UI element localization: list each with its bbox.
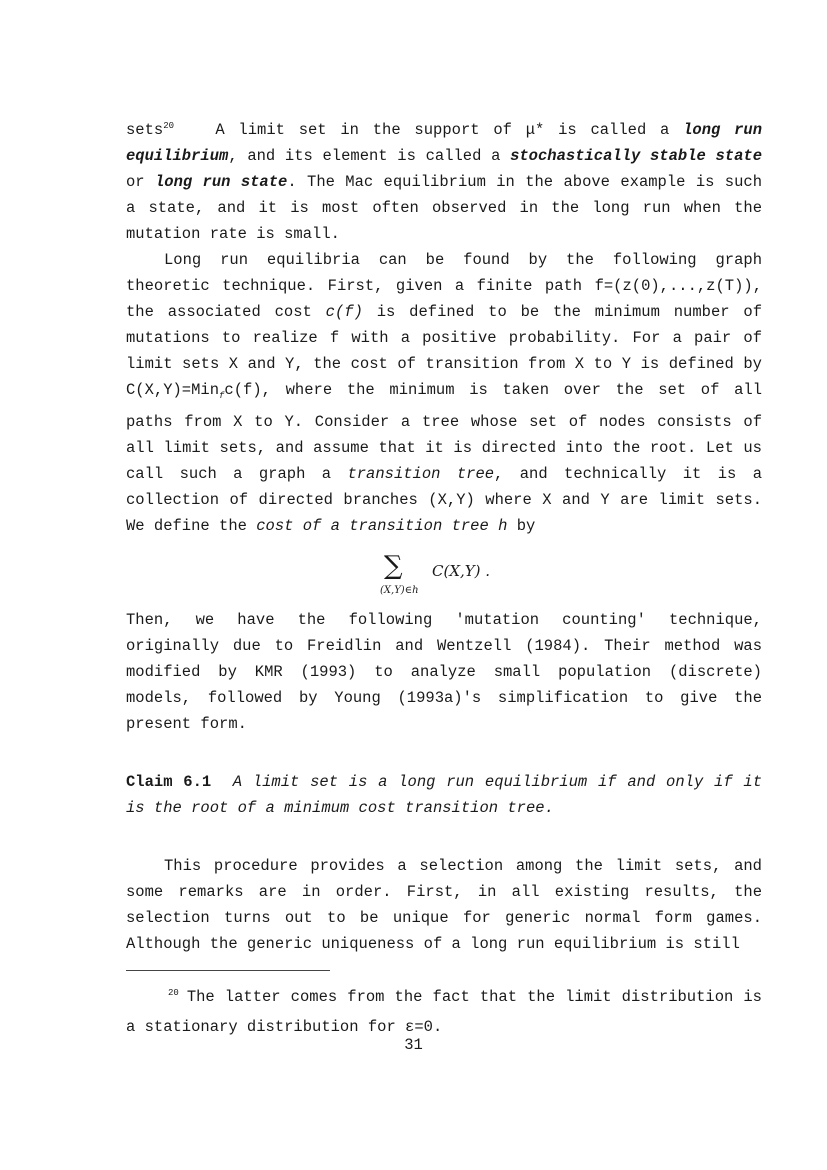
- term-long-run-state: long run state: [154, 173, 288, 191]
- footnote-rule: [126, 970, 330, 971]
- text: . The Mac equilibrium in the above example is such a state, and it is most often observed in the long run when the mutation rate is small.: [126, 173, 763, 243]
- paragraph-1: [126, 113, 772, 247]
- sum-subscript: (X,Y)∈h: [380, 585, 419, 597]
- claim-6-1: [126, 769, 772, 821]
- footnote-ref: 20: [163, 121, 175, 131]
- text: , and its element is called a: [228, 147, 511, 165]
- min-subscript: f: [219, 391, 225, 402]
- formula-expression: C(X,Y) .: [432, 562, 491, 581]
- text: is defined to be the minimum number of mutations to realize f with a positive probability. For a pair of limit sets X and Y, the cost of transition from X to Y is defined by C(X,Y)=Min: [126, 303, 763, 399]
- term-cost-of-tree: cost of a transition tree h: [256, 517, 508, 536]
- term-stochastically-stable-state: stochastically stable state: [510, 147, 762, 165]
- paragraph-4: This procedure provides a selection among the limit sets, and some remarks are in order. First, in all existing results, the selection turns out to be unique for generic normal form games. Although the generic uniqueness of a long run equilibrium is still: [126, 857, 762, 954]
- text: or: [126, 147, 772, 191]
- text: , and technically it is a collection of directed branches (X,Y) where X and Y are limit sets. We define the: [126, 465, 762, 536]
- term-transition-tree: transition tree: [347, 465, 495, 484]
- text: c(f), where the minimum is taken over the set of all paths from X to Y. Consider a tree whose set of nodes consists of all limit sets, and assume that it is directed into the root. Let us call such a graph a: [126, 381, 762, 484]
- paragraph-2: [126, 247, 762, 539]
- formula: [126, 539, 762, 607]
- footnote-mark: 20: [168, 988, 179, 998]
- footnote: [126, 978, 762, 1042]
- text: A limit set in the support of μ* is called a: [174, 121, 684, 139]
- paragraph-3: Then, we have the following 'mutation counting' technique, originally due to Freidlin and Wentzell (1984). Their method was modified by KMR (1993) to analyze small population (discrete) models, followed by Young (1993a)'s simplification to give the present form.: [126, 611, 762, 734]
- page-body: [126, 113, 772, 957]
- term-long-run-equilibrium: long run equilibrium: [126, 121, 762, 165]
- cost-function: c(f): [325, 303, 363, 321]
- page-number: 31: [404, 1036, 423, 1054]
- sum-symbol: ∑: [384, 551, 403, 582]
- claim-text: A limit set is a long run equilibrium if and only if it is the root of a minimum cost transition tree.: [126, 773, 772, 818]
- text: by: [507, 517, 536, 536]
- footnote-text: The latter comes from the fact that the limit distribution is a stationary distribution for ε=0.: [126, 988, 762, 1036]
- text: Long run equilibria can be found by the following graph theoretic technique. First, given a finite path f=(z(0),...,z(T)), the associated cost: [126, 251, 762, 321]
- claim-label: Claim 6.1: [126, 773, 212, 792]
- text: sets: [126, 121, 164, 139]
